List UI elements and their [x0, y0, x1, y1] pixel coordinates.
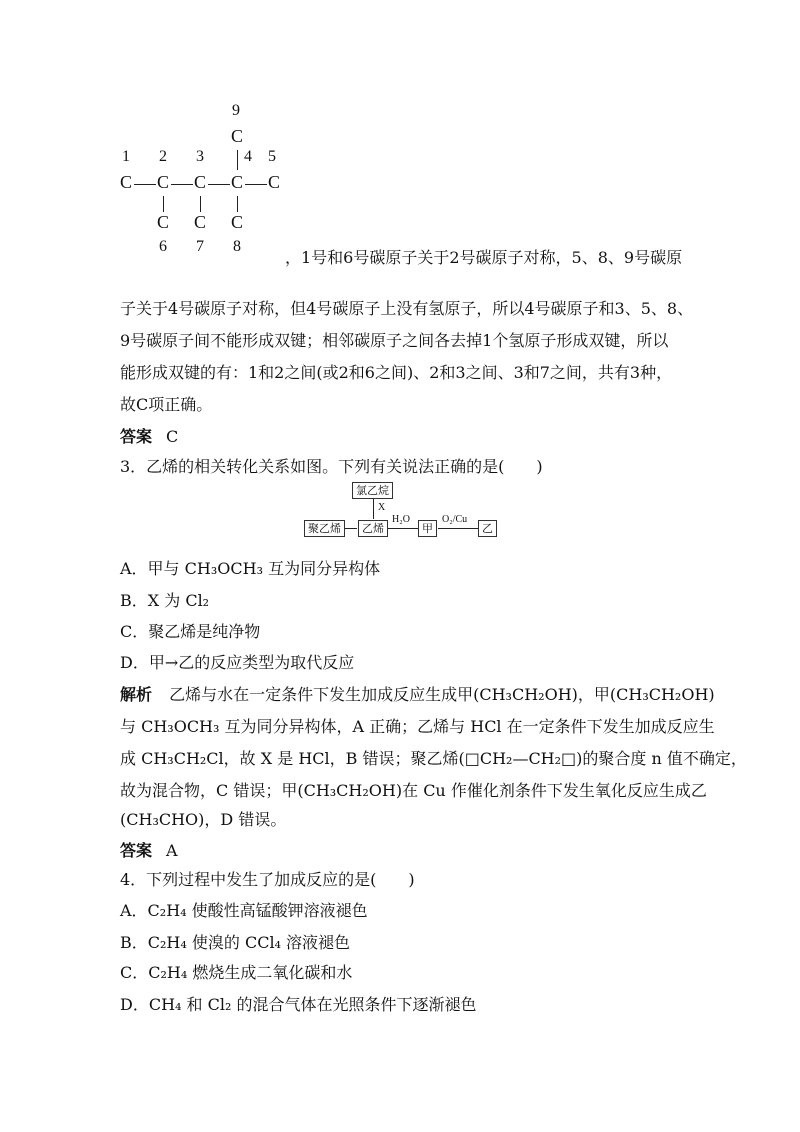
bond-9-4 — [237, 150, 238, 170]
q3-analysis-line-4: 故为混合物，C 错误；甲(CH₃CH₂OH)在 Cu 作催化剂条件下发生氧化反应生成乙 — [120, 781, 707, 800]
label-h2o: H₂O — [392, 514, 410, 525]
answer-value: A — [166, 841, 178, 860]
bond-2-6 — [163, 196, 164, 212]
box-chloroethane: 氯乙烷 — [352, 482, 393, 499]
box-jia: 甲 — [418, 520, 437, 537]
bond-4-5 — [245, 184, 267, 185]
answer-label: 答案 — [120, 427, 153, 446]
q3-option-b: B．X 为 Cl₂ — [120, 591, 210, 610]
analysis-label: 解析 — [120, 685, 153, 704]
carbon-number-7: 7 — [196, 238, 204, 255]
carbon-number-8: 8 — [233, 238, 241, 255]
carbon-atom-6: C — [157, 212, 170, 232]
carbon-atom-2: C — [157, 172, 170, 192]
bond-4-8 — [237, 196, 238, 212]
reaction-scheme — [300, 480, 510, 540]
q4-option-c: C．C₂H₄ 燃烧生成二氧化碳和水 — [120, 963, 353, 982]
carbon-atom-5: C — [268, 172, 281, 192]
answer-label: 答案 — [120, 841, 153, 860]
explanation-line-4: 能形成双键的有：1和2之间(或2和6之间)、2和3之间、3和7之间，共有3种， — [120, 363, 673, 382]
analysis-text-1: 乙烯与水在一定条件下发生加成反应生成甲(CH₃CH₂OH)，甲(CH₃CH₂OH) — [169, 685, 715, 704]
arrow-o2cu — [438, 528, 478, 529]
box-ethylene: 乙烯 — [358, 520, 388, 537]
answer-q3 — [120, 839, 690, 863]
carbon-number-5: 5 — [268, 148, 276, 165]
box-polyethylene: 聚乙烯 — [304, 520, 345, 537]
q3-analysis-line-5: (CH₃CHO)，D 错误。 — [120, 810, 287, 829]
arrow-up — [373, 499, 374, 519]
label-o2cu: O₂/Cu — [442, 514, 468, 525]
carbon-number-2: 2 — [159, 148, 167, 165]
carbon-number-3: 3 — [196, 148, 204, 165]
arrow-h2o — [388, 528, 418, 529]
q3-option-d: D．甲→乙的反应类型为取代反应 — [120, 653, 355, 672]
bond-1-2 — [134, 184, 156, 185]
carbon-number-1: 1 — [122, 148, 130, 165]
carbon-atom-1: C — [120, 172, 133, 192]
explanation-line-1: ，1号和6号碳原子关于2号碳原子对称，5、8、9号碳原 — [285, 248, 683, 267]
arrow-left — [345, 528, 357, 529]
box-yi: 乙 — [478, 520, 497, 537]
bond-3-7 — [200, 196, 201, 212]
bond-2-3 — [171, 184, 193, 185]
carbon-number-9: 9 — [232, 102, 240, 119]
q4-option-d: D．CH₄ 和 Cl₂ 的混合气体在光照条件下逐渐褪色 — [120, 995, 477, 1014]
q3-option-c: C．聚乙烯是纯净物 — [120, 622, 261, 641]
explanation-line-3: 9号碳原子间不能形成双键；相邻碳原子之间各去掉1个氢原子形成双键，所以 — [120, 331, 669, 350]
carbon-number-4: 4 — [244, 148, 252, 165]
q3-analysis-line-3: 成 CH₃CH₂Cl，故 X 是 HCl，B 错误；聚乙烯(□CH₂—CH₂□)的聚合度 n 值不确定， — [120, 749, 747, 768]
label-x: X — [378, 502, 386, 513]
question-3-stem: 3．乙烯的相关转化关系如图。下列有关说法正确的是( ) — [120, 457, 543, 476]
q4-option-a: A．C₂H₄ 使酸性高锰酸钾溶液褪色 — [120, 901, 368, 920]
q3-analysis-line-1 — [120, 683, 715, 707]
carbon-atom-8: C — [231, 212, 244, 232]
carbon-skeleton-structure — [116, 100, 296, 260]
explanation-line-2: 子关于4号碳原子对称，但4号碳原子上没有氢原子，所以4号碳原子和3、5、8、 — [120, 299, 694, 318]
carbon-atom-9: C — [231, 126, 244, 146]
answer-value: C — [166, 427, 179, 446]
q3-option-a: A．甲与 CH₃OCH₃ 互为同分异构体 — [120, 559, 381, 578]
carbon-number-6: 6 — [159, 238, 167, 255]
q3-analysis-line-2: 与 CH₃OCH₃ 互为同分异构体，A 正确；乙烯与 HCl 在一定条件下发生加成反应生 — [120, 717, 715, 736]
carbon-atom-7: C — [194, 212, 207, 232]
q4-option-b: B．C₂H₄ 使溴的 CCl₄ 溶液褪色 — [120, 933, 351, 952]
carbon-atom-3: C — [194, 172, 207, 192]
answer-q2 — [120, 425, 690, 449]
explanation-line-5: 故C项正确。 — [120, 395, 213, 414]
bond-3-4 — [208, 184, 230, 185]
question-4-stem: 4．下列过程中发生了加成反应的是( ) — [120, 870, 415, 889]
carbon-atom-4: C — [231, 172, 244, 192]
